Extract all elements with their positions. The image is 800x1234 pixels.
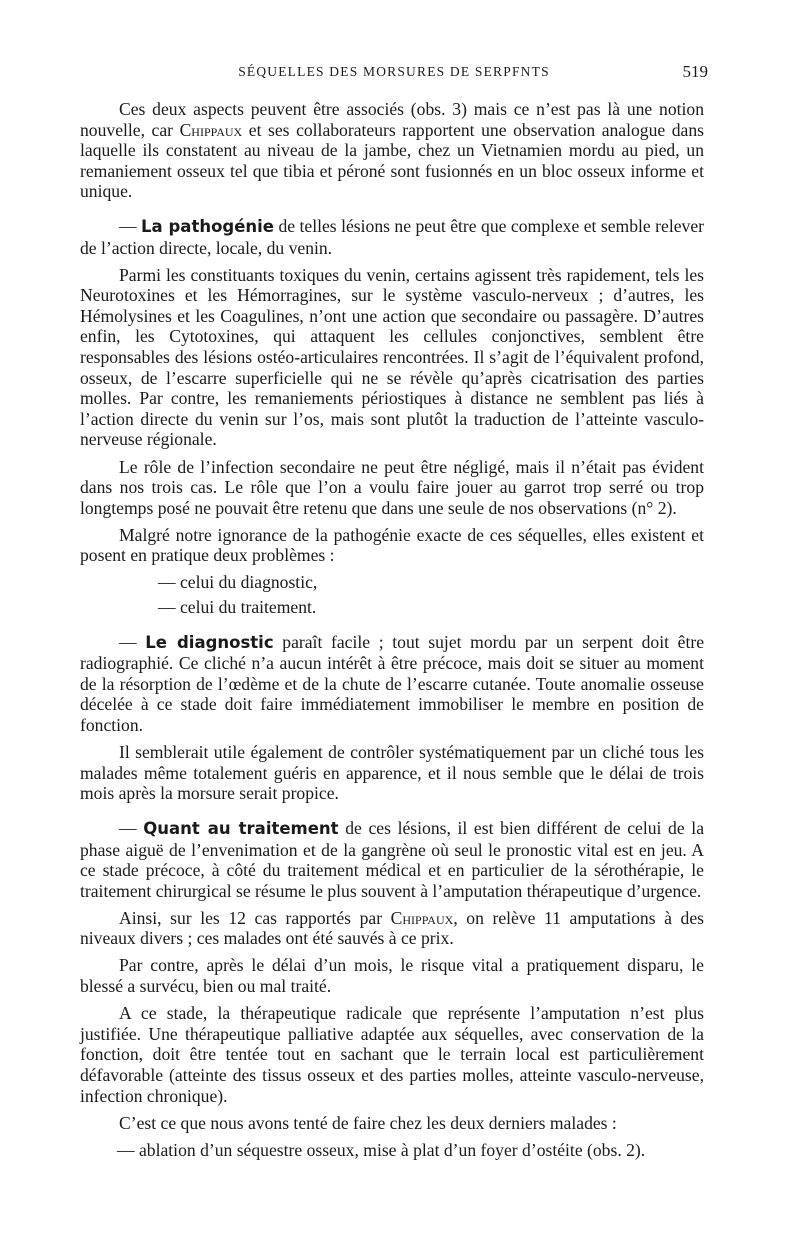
running-header bbox=[80, 62, 708, 84]
dash: — bbox=[119, 817, 144, 838]
text-run: et ses collaborateurs rapportent une observation analogue dans laquelle ils constatent au niveau de la jambe, chez un Vietnamien mordu au pied, un remaniement osseux tel que tibia et péroné sont fusionnés en un bloc osseux informe et unique. bbox=[80, 119, 704, 202]
list-item: — celui du diagnostic, bbox=[158, 572, 318, 593]
author-name: Chippaux bbox=[390, 907, 454, 928]
text-run: Ces deux aspects peuvent être associés (obs. 3) mais ce n’est pas là une notion nouvelle, car bbox=[80, 99, 704, 140]
running-title: SÉQUELLES DES MORSURES DE SERPFNTS bbox=[238, 64, 550, 79]
section-keyword: Le diagnostic bbox=[145, 632, 274, 652]
author-name: Chippaux bbox=[179, 119, 243, 140]
text-run: Ainsi, sur les 12 cas rapportés par bbox=[119, 907, 391, 928]
text-run: , on relève 11 amputations à des niveaux divers ; ces malades ont été sauvés à ce prix. bbox=[80, 907, 704, 949]
paragraph bbox=[80, 216, 704, 258]
list-item: — ablation d’un séquestre osseux, mise à plat d’un foyer d’ostéite (obs. 2). bbox=[117, 1139, 646, 1160]
dash: — bbox=[119, 631, 146, 652]
paragraph bbox=[80, 908, 704, 949]
text-run: paraît facile ; tout sujet mordu par un serpent doit être radiographié. Ce cliché n’a aucun intérêt à être précoce, mais doit se situer au moment de la résorption de l’œdème et de la chute de l’escarre cutanée. Toute anomalie osseuse décelée à ce stade doit faire immédiatement immobiliser le membre en position de fonction. bbox=[80, 631, 705, 736]
paragraph: Parmi les constituants toxiques du venin, certains agissent très rapidement, tels les Neurotoxines et les Hémorragines, sur le système vasculo-nerveux ; d’autres, les Hémolysines et les Coagulines, n’ont une action que secondaire ou passagère. D’autres enfin, les Cytotoxines, qui attaquent les cellules conjonctives, semblent être responsables des lésions ostéo-articulaires rencontrées. Il s’agit de l’équivalent profond, osseux, de l’escarre superficielle qui ne se révèle qu’après cicatrisation des parties molles. Par contre, les remaniements périostiques à distance ne semblent pas liés à l’action directe du venin sur l’os, mais sont plutôt la traduction de l’atteinte vasculo-nerveuse régionale. bbox=[80, 264, 704, 450]
paragraph: Il semblerait utile également de contrôler systématiquement par un cliché tous les malades même totalement guéris en apparence, et il nous semble que le délai de trois mois après la morsure serait propice. bbox=[80, 742, 704, 804]
text-run: de telles lésions ne peut être que complexe et semble relever de l’action directe, locale, du venin. bbox=[80, 215, 705, 258]
paragraph bbox=[80, 99, 704, 202]
paragraph: Le rôle de l’infection secondaire ne peut être négligé, mais il n’était pas évident dans nos trois cas. Le rôle que l’on a voulu faire jouer au garrot trop serré ou trop longtemps posé ne pouvait être retenu que dans une seule de nos observations (n° 2). bbox=[80, 456, 704, 518]
paragraph: Malgré notre ignorance de la pathogénie exacte de ces séquelles, elles existent et posent en pratique deux problèmes : bbox=[80, 524, 704, 566]
section-keyword: La pathogénie bbox=[141, 216, 275, 236]
dash: — bbox=[119, 215, 142, 236]
text-run: de ces lésions, il est bien différent de celui de la phase aiguë de l’envenimation et de la gangrène où seul le pronostic vital est en jeu. A ce stade précoce, à côté du traitement médical et en particulier de la sérothérapie, le traitement chirurgical se résume le plus souvent à l’amputation thérapeutique d’urgence. bbox=[80, 817, 704, 901]
section-keyword: Quant au traitement bbox=[143, 818, 339, 838]
paragraph: A ce stade, la thérapeutique radicale que représente l’amputation n’est plus justifiée. Une thérapeutique palliative adaptée aux séquelles, avec conservation de la fonction, doit être tentée tout en sachant que le terrain local est particulièrement défavorable (atteinte des tissus osseux et des parties molles, atteinte vasculo-nerveuse, infection chronique). bbox=[80, 1003, 704, 1106]
page-number: 519 bbox=[682, 62, 708, 81]
paragraph bbox=[80, 632, 704, 736]
body-text bbox=[80, 99, 704, 1167]
paragraph: C’est ce que nous avons tenté de faire chez les deux derniers malades : bbox=[119, 1112, 617, 1133]
paragraph: Par contre, après le délai d’un mois, le risque vital a pratiquement disparu, le blessé a survécu, bien ou mal traité. bbox=[80, 955, 704, 997]
list-item: — celui du traitement. bbox=[158, 597, 317, 618]
paragraph bbox=[80, 818, 704, 901]
